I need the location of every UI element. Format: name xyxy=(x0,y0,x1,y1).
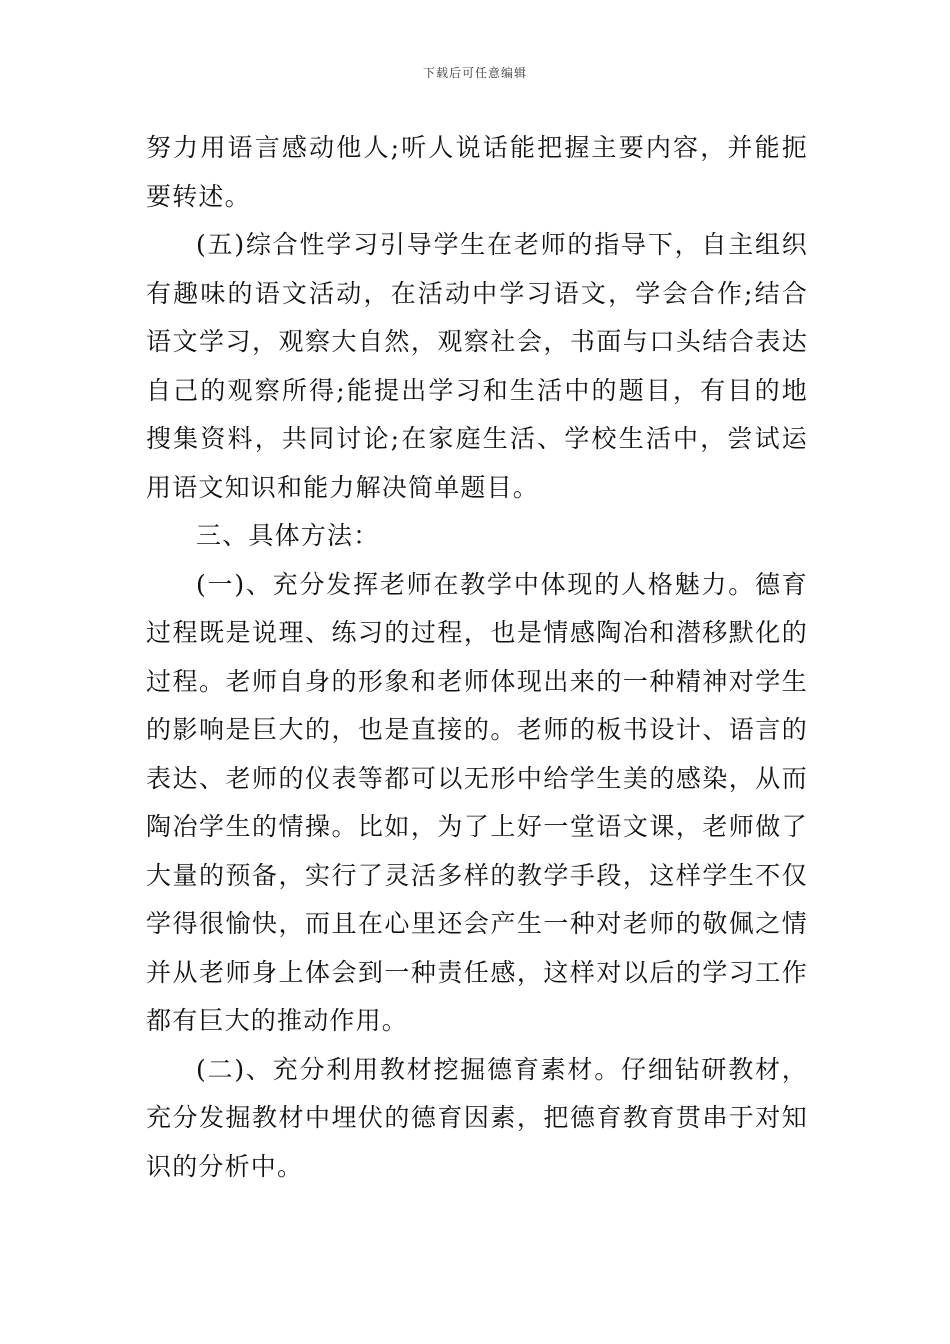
page-header: 下载后可任意编辑 xyxy=(422,66,527,80)
paragraph-method-one: (一)、充分发挥老师在教学中体现的人格魅力。德育过程既是说理、练习的过程，也是情感陶冶和潜移默化的过程。老师自身的形象和老师体现出来的一种精神对学生的影响是巨大的，也是直接的。老师的板书设计、语言的表达、老师的仪表等都可以无形中给学生美的感染，从而陶冶学生的情操。比如，为了上好一堂语文课，老师做了大量的预备，实行了灵活多样的教学手段，这样学生不仅学得很愉快，而且在心里还会产生一种对老师的敬佩之情并从老师身上体会到一种责任感，这样对以后的学习工作都有巨大的推动作用。 xyxy=(146,569,808,1035)
paragraph-comprehensive-learning: (五)综合性学习引导学生在老师的指导下，自主组织有趣味的语文活动，在活动中学习语文，学会合作;结合语文学习，观察大自然，观察社会，书面与口头结合表达自己的观察所得;能提出学习和生活中的题目，有目的地搜集资料，共同讨论;在家庭生活、学校生活中，尝试运用语文知识和能力解决简单题目。 xyxy=(146,230,808,502)
section-heading-methods: 三、具体方法： xyxy=(196,521,380,550)
paragraph-method-two: (二)、充分利用教材挖掘德育素材。仔细钻研教材，充分发掘教材中埋伏的德育因素，把德育教育贯串于对知识的分析中。 xyxy=(146,1054,808,1181)
document-body xyxy=(146,124,808,1191)
paragraph-continuation: 努力用语言感动他人;听人说话能把握主要内容，并能扼要转述。 xyxy=(146,133,808,211)
